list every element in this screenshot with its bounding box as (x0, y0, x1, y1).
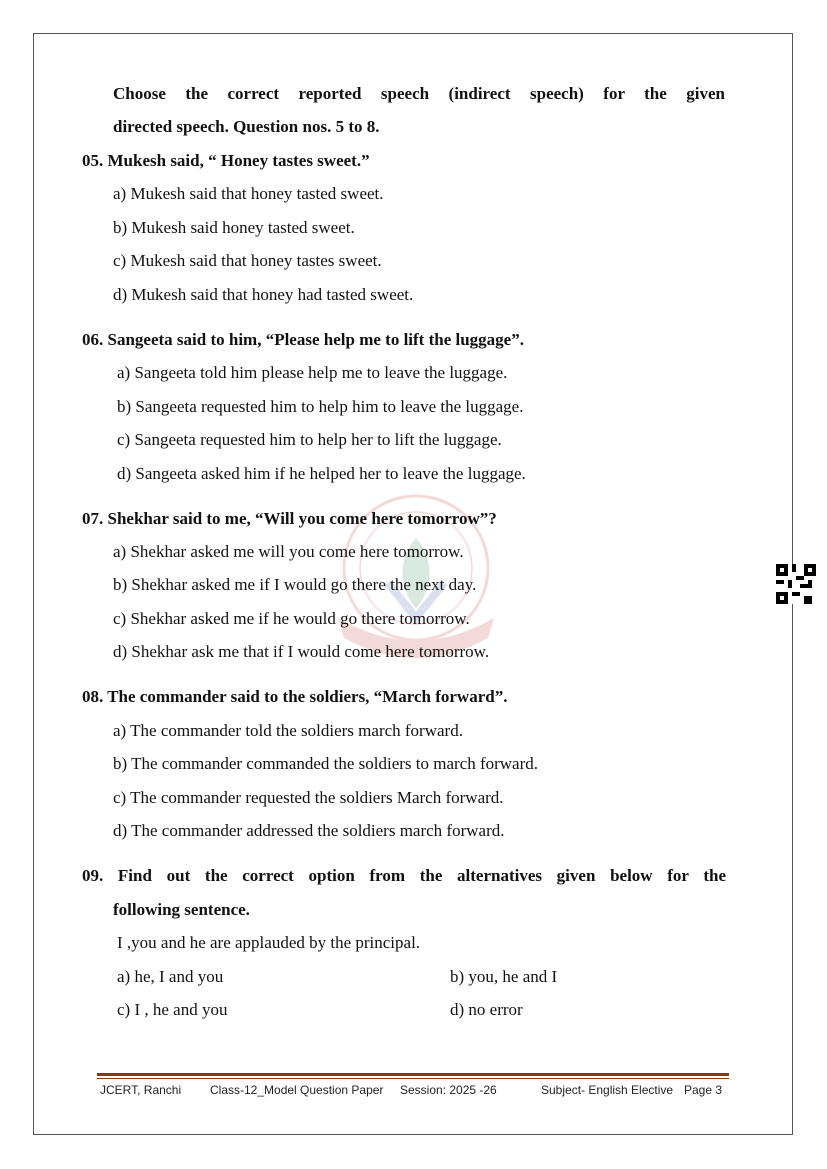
question-08-stem: 08. The commander said to the soldiers, “March forward”. (82, 687, 508, 706)
question-06-stem: 06. Sangeeta said to him, “Please help me to lift the luggage”. (82, 330, 524, 349)
footer-org: JCERT, Ranchi (100, 1083, 182, 1097)
question-05-option-b: b) Mukesh said honey tasted sweet. (113, 218, 355, 237)
qr-code-icon (776, 564, 816, 604)
footer-rule-thick (97, 1073, 729, 1076)
question-09-stem-line-2: following sentence. (113, 900, 250, 919)
question-09-sentence: I ,you and he are applauded by the principal. (117, 933, 421, 952)
question-08-option-d: d) The commander addressed the soldiers march forward. (113, 821, 505, 840)
question-05-option-d: d) Mukesh said that honey had tasted sweet. (113, 285, 414, 304)
footer-rule-thin (97, 1078, 729, 1079)
question-05-option-c: c) Mukesh said that honey tastes sweet. (113, 251, 382, 270)
question-07-option-a: a) Shekhar asked me will you come here tomorrow. (113, 542, 464, 561)
question-06-option-d: d) Sangeeta asked him if he helped her to leave the luggage. (117, 464, 526, 483)
question-09-option-b: b) you, he and I (450, 967, 558, 986)
question-06-option-c: c) Sangeeta requested him to help her to lift the luggage. (117, 430, 502, 449)
question-05-stem: 05. Mukesh said, “ Honey tastes sweet.” (82, 151, 370, 170)
footer-session: Session: 2025 -26 (400, 1083, 497, 1097)
question-09-option-c: c) I , he and you (117, 1000, 228, 1019)
question-07-option-b: b) Shekhar asked me if I would go there the next day. (113, 575, 477, 594)
footer-subject: Subject- English Elective (541, 1083, 674, 1097)
question-07-option-c: c) Shekhar asked me if he would go there tomorrow. (113, 609, 470, 628)
question-05-option-a: a) Mukesh said that honey tasted sweet. (113, 184, 384, 203)
instructions-line-1: Choose the correct reported speech (indirect speech) for the given (113, 84, 725, 103)
question-06-option-b: b) Sangeeta requested him to help him to leave the luggage. (117, 397, 524, 416)
question-07-stem: 07. Shekhar said to me, “Will you come here tomorrow”? (82, 509, 497, 528)
question-08-option-b: b) The commander commanded the soldiers to march forward. (113, 754, 539, 773)
question-08-option-a: a) The commander told the soldiers march forward. (113, 721, 463, 740)
question-08-option-c: c) The commander requested the soldiers March forward. (113, 788, 504, 807)
question-07-option-d: d) Shekhar ask me that if I would come here tomorrow. (113, 642, 490, 661)
footer-paper: Class-12_Model Question Paper (210, 1083, 384, 1097)
instructions-line-2: directed speech. Question nos. 5 to 8. (113, 117, 380, 136)
question-09-option-d: d) no error (450, 1000, 523, 1019)
footer-page-number: Page 3 (684, 1083, 723, 1097)
question-06-option-a: a) Sangeeta told him please help me to leave the luggage. (117, 363, 508, 382)
question-09-stem-line-1: 09. Find out the correct option from the alternatives given below for the (82, 866, 726, 885)
question-09-option-a: a) he, I and you (117, 967, 224, 986)
